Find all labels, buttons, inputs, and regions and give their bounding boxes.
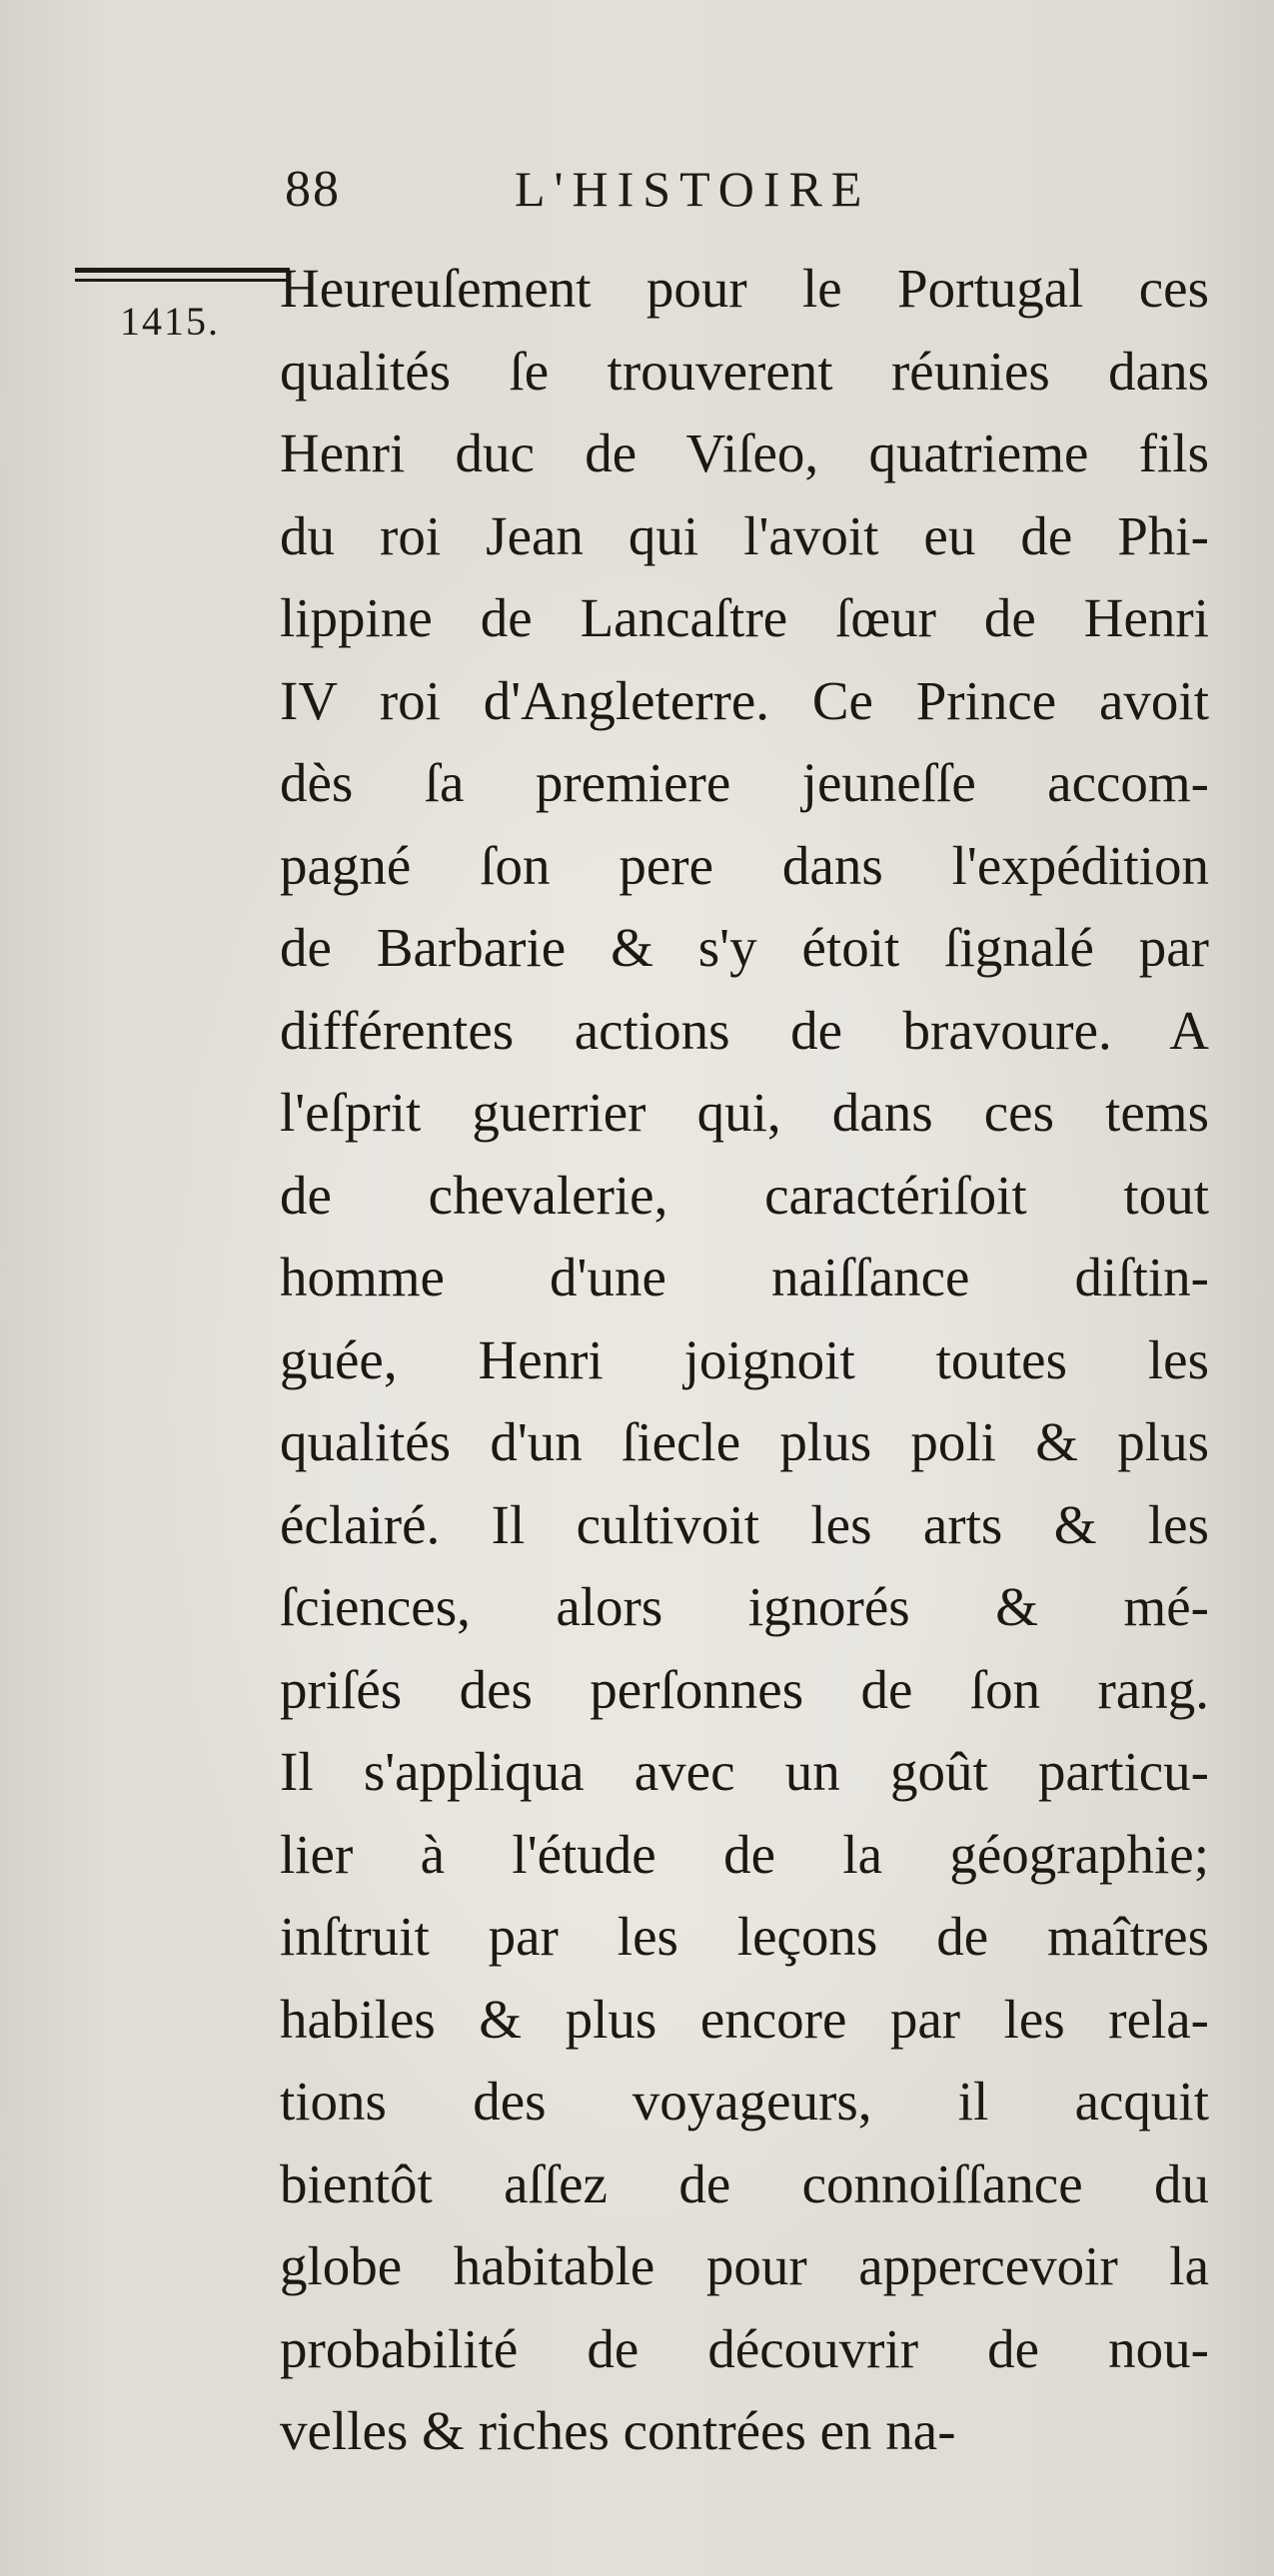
- text-line: inſtruit par les leçons de maîtres: [280, 1906, 1209, 1967]
- text-line: de Barbarie & s'y étoit ſignalé par: [280, 917, 1209, 978]
- text-line: de chevalerie, caractériſoit tout: [280, 1164, 1209, 1226]
- text-line: différentes actions de bravoure. A: [280, 999, 1209, 1061]
- running-head: [285, 160, 984, 220]
- text-line: bientôt aſſez de connoiſſance du: [280, 2152, 1209, 2214]
- text-line: Heureuſement pour le Portugal ces: [280, 258, 1209, 319]
- text-line: dès ſa premiere jeuneſſe accom-: [280, 752, 1209, 813]
- text-line: du roi Jean qui l'avoit eu de Phi-: [280, 504, 1209, 566]
- text-line: éclairé. Il cultivoit les arts & les: [280, 1493, 1209, 1555]
- text-line: Henri duc de Viſeo, quatrieme fils: [280, 423, 1209, 483]
- text-line: lier à l'étude de la géographie;: [280, 1823, 1209, 1885]
- text-line: guée, Henri joignoit toutes les: [280, 1328, 1209, 1390]
- margin-year-note: 1415.: [120, 299, 220, 344]
- text-line: tions des voyageurs, il acquit: [280, 2071, 1209, 2132]
- text-line: qualités ſe trouverent réunies dans: [280, 340, 1209, 402]
- margin-rule: [75, 268, 290, 282]
- text-line: velles & riches contrées en na-: [280, 2400, 956, 2461]
- text-line: priſés des perſonnes de ſon rang.: [280, 1658, 1209, 1720]
- text-line: qualités d'un ſiecle plus poli & plus: [280, 1411, 1209, 1472]
- text-line: habiles & plus encore par les rela-: [280, 1988, 1209, 2050]
- text-line: probabilité de découvrir de nou-: [280, 2317, 1209, 2379]
- text-line: homme d'une naiſſance diſtin-: [280, 1247, 1209, 1307]
- body-text: [280, 248, 1209, 2473]
- text-line: l'eſprit guerrier qui, dans ces tems: [280, 1082, 1209, 1143]
- text-line: ſciences, alors ignorés & mé-: [280, 1576, 1209, 1637]
- running-title: L'HISTOIRE: [515, 161, 871, 217]
- text-line: IV roi d'Angleterre. Ce Prince avoit: [280, 669, 1209, 731]
- page-number: 88: [285, 161, 341, 218]
- text-line: pagné ſon pere dans l'expédition: [280, 834, 1209, 896]
- text-line: globe habitable pour appercevoir la: [280, 2235, 1209, 2296]
- text-line: lippine de Lancaſtre ſœur de Henri: [280, 587, 1209, 648]
- text-line: Il s'appliqua avec un goût particu-: [280, 1741, 1209, 1802]
